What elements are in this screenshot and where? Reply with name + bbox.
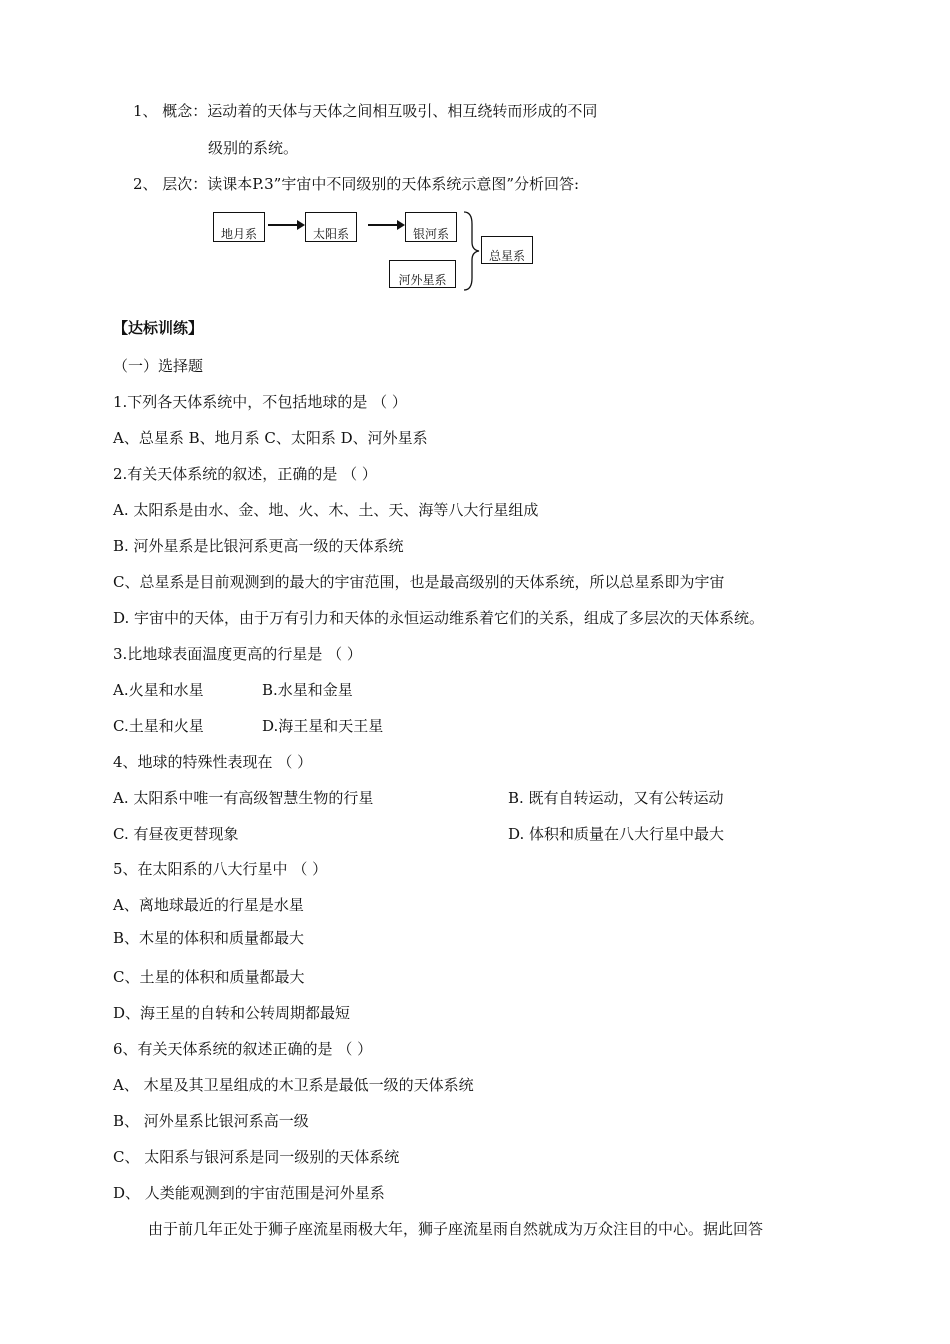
q6-option-a: A、 木星及其卫星组成的木卫系是最低一级的天体系统 (113, 1076, 474, 1094)
q4-stem: 4、地球的特殊性表现在 （ ） (113, 753, 313, 771)
concept-line-2: 级别的系统。 (208, 139, 299, 157)
q2-option-a: A. 太阳系是由水、金、地、火、木、土、天、海等八大行星组成 (113, 501, 539, 519)
box-extragalactic: 河外星系 (389, 260, 456, 288)
box-total: 总星系 (481, 236, 533, 264)
q5-stem: 5、在太阳系的八大行星中 （ ） (113, 860, 328, 878)
q1-stem: 1.下列各天体系统中，不包括地球的是 （ ） (113, 393, 407, 411)
q2-option-b: B. 河外星系是比银河系更高一级的天体系统 (113, 537, 404, 555)
q3-option-a: A.火星和水星 (113, 681, 204, 699)
q3-stem: 3.比地球表面温度更高的行星是 （ ） (113, 645, 362, 663)
levels-line: 2、 层次：读课本P.3”宇宙中不同级别的天体系统示意图”分析回答: (133, 175, 580, 193)
q6-stem: 6、有关天体系统的叙述正确的是 （ ） (113, 1040, 373, 1058)
q3-option-d: D.海王星和天王星 (262, 717, 384, 735)
box-solar: 太阳系 (305, 212, 357, 242)
passage-text: 由于前几年正处于狮子座流星雨极大年，狮子座流星雨自然就成为万众注目的中心。据此回答 (148, 1220, 764, 1238)
q6-option-d: D、 人类能观测到的宇宙范围是河外星系 (113, 1184, 385, 1202)
q4-option-b: B. 既有自转运动，又有公转运动 (508, 789, 724, 807)
q2-option-c: C、总星系是目前观测到的最大的宇宙范围，也是最高级别的天体系统，所以总星系即为宇宙 (113, 573, 725, 591)
q5-option-a: A、离地球最近的行星是水星 (113, 896, 304, 914)
q5-option-d: D、海王星的自转和公转周期都最短 (113, 1004, 351, 1022)
q5-option-b: B、木星的体积和质量都最大 (113, 929, 305, 947)
q2-stem: 2.有关天体系统的叙述，正确的是 （ ） (113, 465, 377, 483)
q2-option-d: D. 宇宙中的天体，由于万有引力和天体的永恒运动维系着它们的关系，组成了多层次的天体系统。 (113, 609, 765, 627)
section-title: 【达标训练】 (113, 319, 204, 337)
q3-option-b: B.水星和金星 (262, 681, 353, 699)
q4-option-c: C. 有昼夜更替现象 (113, 825, 239, 843)
q5-option-c: C、土星的体积和质量都最大 (113, 968, 305, 986)
arrow-1 (268, 224, 298, 226)
q4-option-d: D. 体积和质量在八大行星中最大 (508, 825, 725, 843)
q1-options: A、总星系 B、地月系 C、太阳系 D、河外星系 (113, 429, 428, 447)
q4-option-a: A. 太阳系中唯一有高级智慧生物的行星 (113, 789, 374, 807)
q6-option-b: B、 河外星系比银河系高一级 (113, 1112, 309, 1130)
q6-option-c: C、 太阳系与银河系是同一级别的天体系统 (113, 1148, 400, 1166)
box-milky-way: 银河系 (405, 212, 457, 242)
q3-option-c: C.土星和火星 (113, 717, 204, 735)
arrow-2 (368, 224, 398, 226)
box-earth-moon: 地月系 (213, 212, 265, 242)
concept-line-1: 1、 概念：运动着的天体与天体之间相互吸引、相互绕转而形成的不同 (133, 102, 598, 120)
brace-icon (460, 210, 482, 292)
sub-title: （一）选择题 (113, 357, 204, 375)
